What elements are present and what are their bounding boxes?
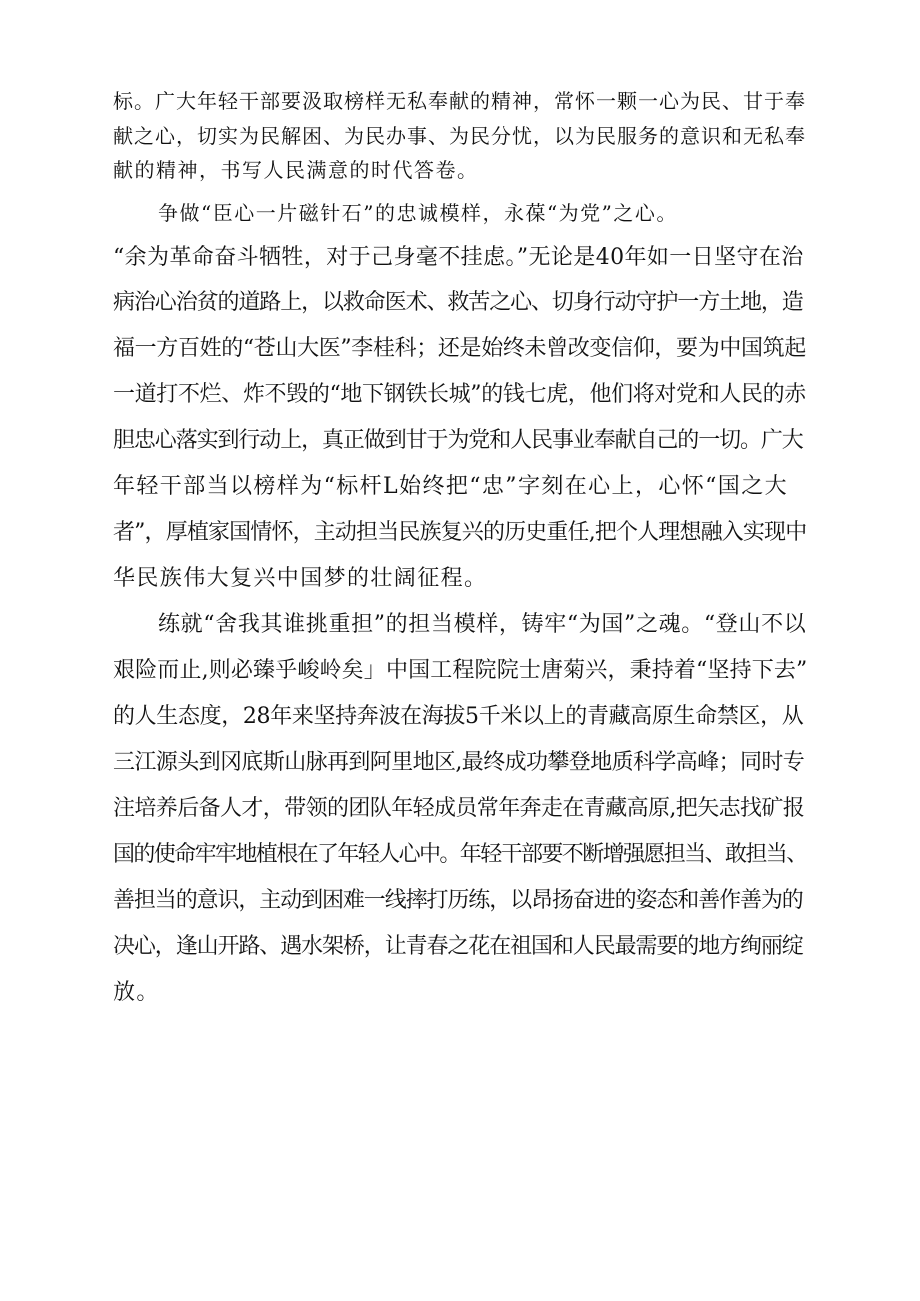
para3-line-5: 注培养后备人才，带领的团队年轻成员常年奔走在青藏高原,把矢志找矿报 [113, 796, 805, 821]
intro-line-1: 标。广大年轻干部要汲取榜样无私奉献的精神，常怀一颗一心为民、甘于奉 [113, 89, 806, 113]
para2-line-1: “余为革命奋斗牺牲，对于己身毫不挂虑。”无论是40年如一日坚守在治 [113, 245, 804, 270]
intro-line-2: 献之心，切实为民解困、为民办事、为民分忧，以为民服务的意识和无私奉 [113, 124, 806, 148]
para2-line-4: 一道打不烂、炸不毁的“地下钢铁长城”的钱七虎，他们将对党和人民的赤 [113, 382, 806, 407]
para2-line-6: 年轻干部当以榜样为“标杆L始终把“忠”字刻在心上，心怀“国之大 [113, 474, 788, 499]
para2-line-5: 胆忠心落实到行动上，真正做到甘于为党和人民事业奉献自己的一切。广大 [113, 428, 803, 453]
para3-line-6: 国的使命牢牢地植根在了年轻人心中。年轻干部要不断增强愿担当、敢担当、 [113, 842, 807, 867]
para3-line-4: 三江源头到冈底斯山脉再到阿里地区,最终成功攀登地质科学高峰；同时专 [113, 750, 805, 775]
para3-line-7: 善担当的意识，主动到困难一线摔打历练，以昂扬奋进的姿态和善作善为的 [113, 888, 803, 913]
section-heading: 争做“臣心一片磁针石”的忠诚模样，永葆“为党”之心。 [158, 201, 678, 225]
para3-line-3: 的人生态度，28年来坚持奔波在海拔5千米以上的青藏高原生命禁区，从 [113, 704, 804, 729]
para3-line-9: 放。 [113, 980, 160, 1005]
para3-line-8: 决心，逢山开路、遇水架桥，让青春之花在祖国和人民最需要的地方绚丽绽 [113, 934, 803, 959]
para3-line-2: 艰险而止,则必臻乎峻岭矣」中国工程院院士唐菊兴，秉持着“坚持下去” [113, 658, 808, 683]
para2-line-8: 华民族伟大复兴中国梦的壮阔征程。 [113, 566, 488, 591]
para2-line-7: 者”，厚植家国情怀，主动担当民族复兴的历史重任,把个人理想融入实现中 [113, 520, 807, 545]
intro-line-3: 献的精神，书写人民满意的时代答卷。 [113, 158, 479, 182]
para2-line-3: 福一方百姓的“苍山大医”李桂科；还是始终未曾改变信仰，要为中国筑起 [113, 336, 806, 361]
para2-line-2: 病治心治贫的道路上，以救命医术、救苦之心、切身行动守护一方土地，造 [113, 290, 803, 315]
para3-line-1: 练就“舍我其谁挑重担”的担当模样，铸牢“为国”之魂。“登山不以 [158, 612, 807, 637]
